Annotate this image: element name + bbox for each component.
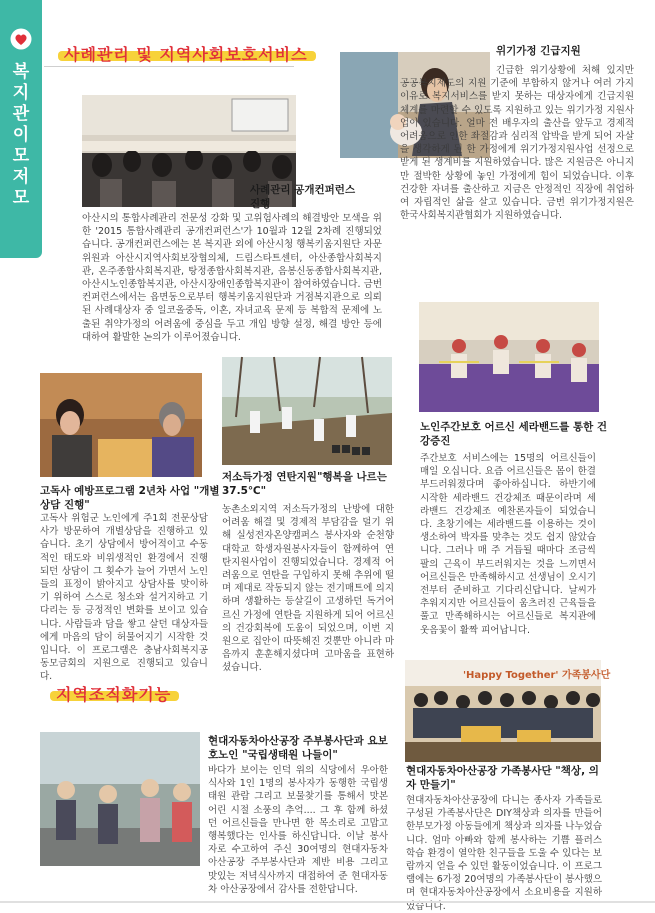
briquettes-body: 농촌소외지역 저소득가정의 난방에 대한 어려움 해결 및 경제적 부담감을 덜기 위해 실성전자온양캠퍼스 봉사자와 순천향대학교 학생자원봉사자들이 함께하여 연탄지원사업이 진행되었습니다. 경제적 어려움으로 연탄을 구입하지 못해 추위에 떨며 제대로 작동되지 않는 전기매트에 의지하며 생활하는 등살길이 고생하던 독거어르신 가정에 연탄을 지원하게 되어 어르신의 건강회복에 도움이 되었으며, 이번 지원으로 집안이 따뜻해진 것뿐만 아니라 마음까지 훈훈해지셨다며 고마움을 표현하셨습니다. xyxy=(222,504,394,674)
elderly-title-text: 고독사 예방프로그램 2년차 사업 "개별상담 진행" xyxy=(40,485,220,511)
conference-body: 아산시의 통합사례관리 전문성 강화 및 고위험사례의 해결방안 모색을 위한 '2015 통합사례관리 공개컨퍼런스'가 10월과 12월 2차례 진행되었습니다. 공개컨퍼런스에는 본 복지관 외에 아산시청 행복키움지원단 자문위원과 아산시지역사회보장협의체, 드림스타트센터, 아산종합사회복지관, 온주종합사회복지관, 탕정종합사회복지관, 음봉신동종합사회복지관, 아산시노인종합복지관, 아산시장애인종합복지관이 참여하였습니다. 금번 컨퍼런스에서는 읍면동으로부터 행복키움지원단과 거점복지관으로 의뢰된 사례대상자 중 일코올중독, 이혼, 자녀교육 문제 등 복합적 문제에 노출된 취약가정의 어려움에 중심을 두고 개입 방향 설정, 해결 방안 등에 대하여 활발한 논의가 이루어졌습니다. xyxy=(82,213,382,343)
side-tab-label xyxy=(0,62,42,209)
section-title-community xyxy=(56,682,171,705)
elderly-body: 고독사 위험군 노인에게 주1회 전문상담사가 방문하여 개별상담을 진행하고 있습니다. 초기 상담에서 방어적이고 수동적인 태도와 비위생적인 환경에서 진행되던 상담이 그 횟수가 늘어 가면서 노인들의 표정이 밝아지고 상담사를 맞이하기 위하여 스스로 청소와 설거지하고 기다리는 등 긍정적인 변화를 보이고 있습니다. 사람들과 담을 쌓고 살던 대상자들에게 마음의 담이 허물어지기 시작한 것입니다. 이 프로그램은 충남사회복지공동모금회의 지원으로 진행되고 있습니다. xyxy=(40,513,208,683)
outing-photo xyxy=(40,732,200,866)
exercise-title-text: 노인주간보호 어르신 세라밴드를 통한 건강증진 xyxy=(420,421,608,447)
conference-title-text: 사례관리 공개컨퍼런스 진행 xyxy=(250,184,356,210)
crisis-title xyxy=(496,44,636,58)
section-side-tab xyxy=(0,0,42,258)
page-footer-rule xyxy=(0,901,655,903)
elderly-title xyxy=(40,484,220,512)
crisis-body: 긴급한 위기상황에 처해 있지만 공공복지제도의 지원 기준에 부합하지 않거나 여러 가지 이유로 복지서비스를 받지 못하는 대상자에게 긴급지원 체계를 마련할 수 있도록 지원하고 있는 위기가정 지원사업이 있습니다. 얼마 전 배우자의 출산을 앞두고 경제적 어려움으로 인한 좌절감과 심리적 압박을 받게 되어 자살을 생각하게 된 한 가정에게 위기가정지원사업 선정으로 받게 된 생계비를 지원하였습니다. 많은 지원금은 아니지만 절박한 상황에 놓인 가정에게 힘이 되었습니다. 이후 건강한 자녀를 출산하고 지금은 안정적인 직장에 취업하여 자립적인 삶을 살고 있습니다. 금번 위기가정지원은 한국사회복지관협회가 지원하였습니다. xyxy=(400,65,634,222)
section-title-main xyxy=(64,42,308,65)
exercise-body: 주간보호 서비스에는 15명의 어르신들이 매일 오십니다. 요즘 어르신들은 몸이 한결 부드러워졌다며 좋아하십니다. 하반기에 시작한 세라밴드 건강체조 때문이라며 세라밴드 건강체조 예찬론자들이 되었습니다. 초창기에는 세라밴드를 이용하는 것이 생소하여 박자를 맞추는 것도 쉽지 않았습니다. 그러나 매 주 거듭될 때마다 조금씩 팔의 근육이 부드러워지는 것을 느끼면서 어르신들은 만족해하시고 선생님이 오시기 전부터 준비하고 기다리신답니다. 날씨가 추워지지만 어르신들이 움츠러진 근육들을 풀고 만족해하시는 어르신들로 복지관에 웃음꽃이 활짝 피어납니다. xyxy=(420,453,596,636)
family-title-text: 현대자동차아산공장 가족봉사단 "책상, 의자 만들기" xyxy=(406,765,599,791)
section-title-main-text: 사례관리 및 지역사회보호서비스 xyxy=(64,45,308,64)
elderly-photo xyxy=(40,373,202,477)
outing-title-text: 현대자동차아산공장 주부봉사단과 요보호노인 "국립생태원 나들이" xyxy=(208,735,388,761)
counseling-illustration xyxy=(40,373,202,477)
outing-title xyxy=(208,734,388,762)
briquettes-photo xyxy=(222,357,392,465)
family-title xyxy=(406,764,606,792)
briquettes-title xyxy=(222,470,392,498)
outing-illustration xyxy=(40,732,200,866)
family-banner-text: 'Happy Together' 가족봉사단 xyxy=(463,670,611,681)
outing-body: 바다가 보이는 인덕 위의 식당에서 우아한 식사와 1인 1명의 봉사자가 동행한 국립생태원 관람 그리고 보물찾기를 통해서 맛본 어린 시절 소풍의 추억.... 그 후 함께 하셨던 어르신들을 만나면 한 목소리로 고맙고 행복했다는 인사를 하신답니다. 이날 봉사자로 수고하여 주신 30여명의 현대자동차아산공장 주부봉사단과 제반 비용 그리고 맛있는 저녁식사까지 대접하여 준 현대자동차 아산공장에서 감사를 전한답니다. xyxy=(208,765,388,895)
exercise-photo xyxy=(419,302,599,412)
crisis-title-text: 위기가정 긴급지원 xyxy=(496,45,581,57)
family-photo xyxy=(405,660,611,762)
briquettes-title-text: 저소득가정 연탄지원"행복을 나르는 37.5℃" xyxy=(222,471,387,497)
theraband-illustration xyxy=(419,302,599,412)
volunteers-illustration xyxy=(222,357,392,465)
heart-icon xyxy=(10,28,32,50)
conference-title xyxy=(250,183,360,211)
exercise-title xyxy=(420,420,610,448)
divider xyxy=(44,66,294,67)
section-title-community-text: 지역조직화기능 xyxy=(56,685,172,704)
side-tab-text: 복지관 이모저모 xyxy=(12,62,30,208)
family-body: 현대자동차아산공장에 다니는 종사자 가족들로 구성된 가족봉사단은 DIY책상과 의자를 만들어 한부모가정 아동들에게 책상과 의자를 나누었습니다. 엄마 아빠와 함께 봉사하는 기쁨 플러스 학습 환경이 열악한 친구들을 도울 수 있다는 보람까지 얻을 수 있던 활동이었습니다. 이 프로그램에는 6가정 20여명의 가족봉사단이 봉사했으며 현대자동차아산공장에서 소요비용을 지원하였습니다. xyxy=(406,795,602,912)
